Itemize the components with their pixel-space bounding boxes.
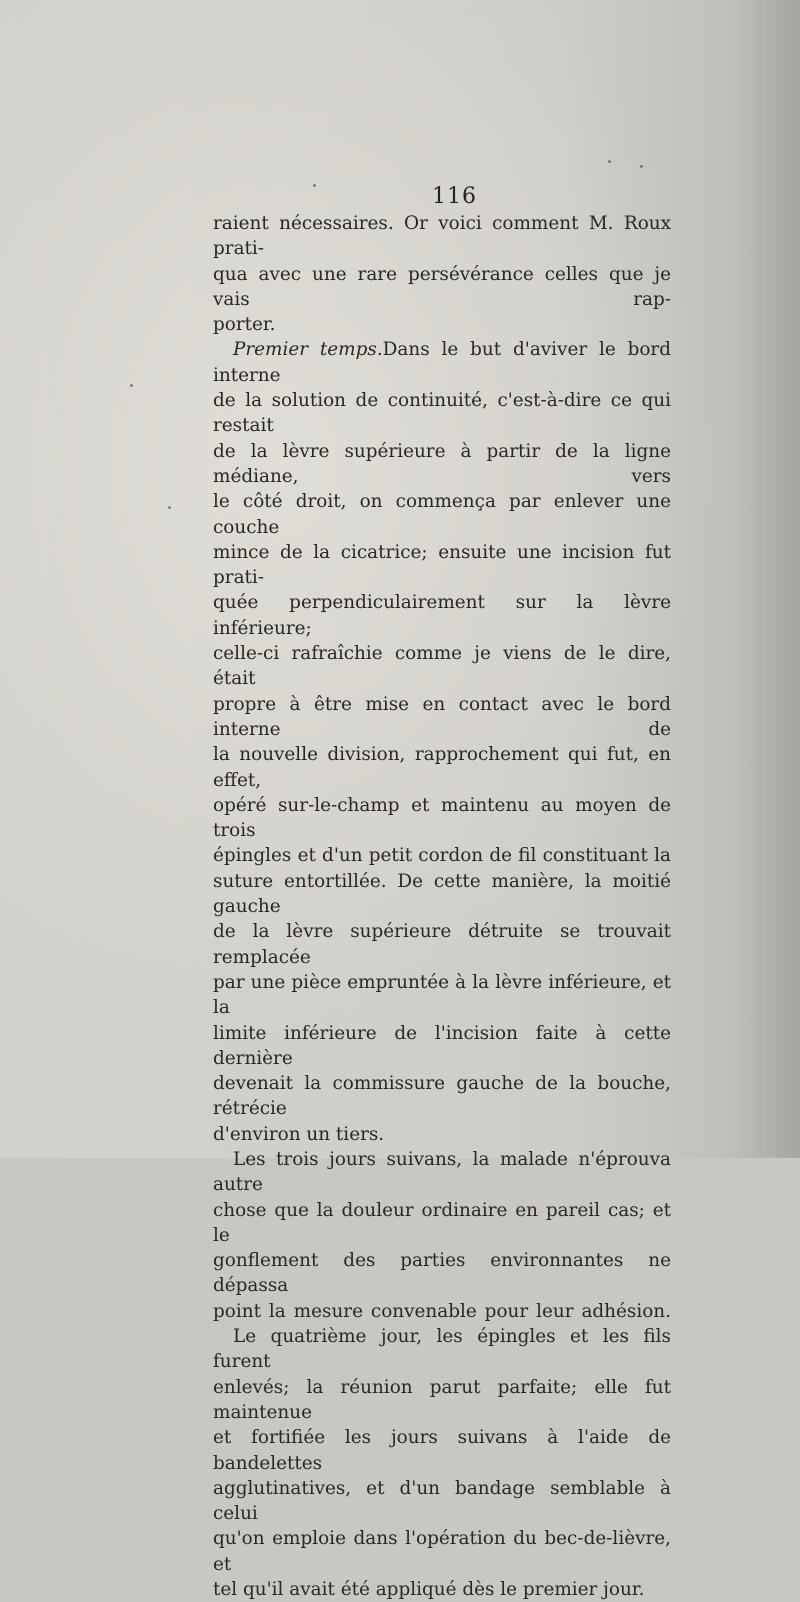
paper-speck <box>640 165 643 168</box>
text-line: mince de la cicatrice; ensuite une incision fut prati- <box>213 541 671 589</box>
text-line: qua avec une rare persévérance celles que je vais rap- <box>213 263 671 310</box>
text-line: porter. <box>213 314 276 336</box>
paragraph <box>213 1324 671 1577</box>
text-line: par une pièce empruntée à la lèvre inférieure, et la <box>213 971 671 1019</box>
text-line: agglutinatives, et d'un bandage semblable à celui <box>213 1477 671 1525</box>
text-line: de la solution de continuité, c'est-à-dire ce qui restait <box>213 390 671 437</box>
text-line: épingles et d'un petit cordon de fil constituant la <box>213 845 671 867</box>
text-line: raient nécessaires. Or voici comment M. Roux prati- <box>213 213 671 260</box>
paragraph <box>213 337 671 1121</box>
text-line: chose que la douleur ordinaire en pareil cas; et le <box>213 1199 671 1246</box>
text-line: de la lèvre supérieure détruite se trouvait remplacée <box>213 921 671 968</box>
paper-speck <box>130 384 133 387</box>
paragraph <box>213 312 671 337</box>
section-lead: Premier temps. <box>233 339 383 361</box>
text-line: Le quatrième jour, les épingles et les fils furent <box>213 1326 671 1373</box>
body-text <box>213 211 671 1602</box>
paper-speck <box>313 184 316 187</box>
paper-speck <box>608 160 611 163</box>
text-line: quée perpendiculairement sur la lèvre inférieure; <box>213 592 671 639</box>
text-line: et fortifiée les jours suivans à l'aide de bandelettes <box>213 1427 671 1474</box>
text-line: propre à être mise en contact avec le bord interne de <box>213 693 671 740</box>
text-line: la nouvelle division, rapprochement qui fut, en effet, <box>213 744 671 791</box>
page-edge-shadow <box>730 0 800 1158</box>
paragraph <box>213 211 671 312</box>
text-line: suture entortillée. De cette manière, la moitié gauche <box>213 870 671 918</box>
text-line: gonflement des parties environnantes ne dépassa <box>213 1250 671 1297</box>
paragraph <box>213 1577 671 1602</box>
text-line: de la lèvre supérieure à partir de la ligne médiane, vers <box>213 440 671 487</box>
text-line: Dans le but d'aviver le bord interne <box>213 339 671 386</box>
text-line: point la mesure convenable pour leur adhésion. <box>213 1300 671 1322</box>
text-line: opéré sur-le-champ et maintenu au moyen de trois <box>213 794 671 842</box>
text-line: limite inférieure de l'incision faite à cette dernière <box>213 1022 671 1069</box>
text-line: tel qu'il avait été appliqué dès le premier jour. <box>213 1579 645 1601</box>
text-line: le côté droit, on commença par enlever une couche <box>213 491 671 538</box>
text-line: Les trois jours suivans, la malade n'éprouva autre <box>213 1148 671 1196</box>
text-line: enlevés; la réunion parut parfaite; elle fut maintenue <box>213 1376 671 1423</box>
text-line: d'environ un tiers. <box>213 1123 385 1145</box>
paragraph <box>213 1122 671 1147</box>
text-line: devenait la commissure gauche de la bouche, rétrécie <box>213 1073 671 1120</box>
paragraph <box>213 1147 671 1324</box>
page-number: 116 <box>432 184 477 209</box>
text-line: qu'on emploie dans l'opération du bec-de-lièvre, et <box>213 1528 671 1575</box>
text-line: celle-ci rafraîchie comme je viens de le dire, était <box>213 643 671 690</box>
paper-speck <box>168 506 171 509</box>
